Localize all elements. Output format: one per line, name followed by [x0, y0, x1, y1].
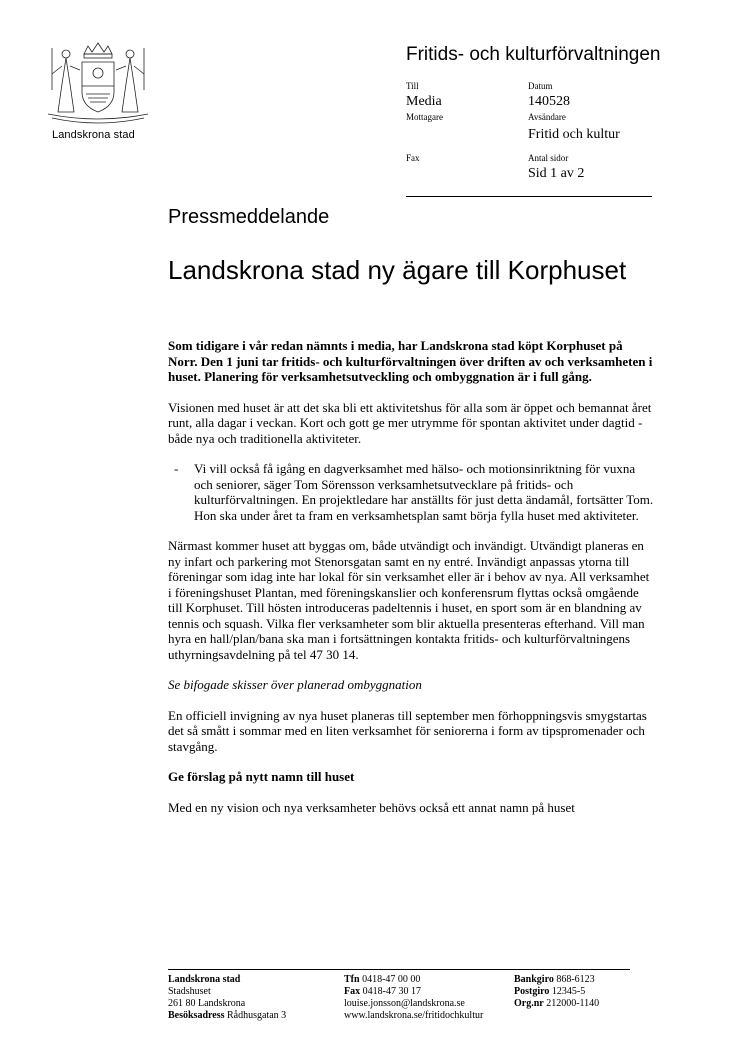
footer-visit-value: Rådhusgatan 3: [227, 1010, 287, 1021]
logo-caption: Landskrona stad: [52, 129, 135, 141]
attachment-note: Se bifogade skisser över planerad ombyggnation: [168, 677, 422, 692]
paragraph-vision: Visionen med huset är att det ska bli ett aktivitetshus för alla som är öppet och bemannat året runt, alla dagar i veckan. Kort och gott ge mer utrymme för spontan aktivitet under dagtid - både nya och traditionella aktiviteter.: [168, 399, 652, 446]
footer-contact: [344, 974, 483, 1022]
footer-orgnr-value: 212000-1140: [546, 998, 600, 1009]
paragraph-rebuild: Närmast kommer huset att byggas om, både utvändigt och invändigt. Utvändigt planeras en ny infart och parkering mot Stenorsgatan samt en ny entré. Invändigt anpassas ytorna till föreningar som idag inte har lokal för sin verksamhet eller är i behov av nya. All verksamhet i föreningshuset Plantan, med föreningskanslier och konferensrum flyttas också omgående till Korphuset. Till hösten introduceras padeltennis i huset, en sport som är en blandning av tennis och squash. Vilka fler verksamheter som blir aktuella presenteras efterhand. Vill man hyra en hall/plan/bana ska man i fortsättningen kontakta fritids- och kulturförvaltningens uthyrningsavdelning på tel 47 30 14.: [168, 538, 650, 662]
section-text: Med en ny vision och nya verksamheter behövs också ett annat namn på huset: [168, 799, 575, 815]
footer-email[interactable]: louise.jonsson@landskrona.se: [344, 998, 465, 1009]
quote-paragraph: [168, 461, 654, 523]
datum-value: 140528: [528, 94, 570, 109]
lead-paragraph: Som tidigare i vår redan nämnts i media, har Landskrona stad köpt Korphuset på Norr. Den 1 juni tar fritids- och kulturförvaltningen över driften av och verksamheten i huset. Planering för verksamhetsutveckling och ombyggnation är i full gång.: [168, 338, 653, 384]
footer-bankgiro-label: Bankgiro: [514, 974, 554, 985]
landskrona-coat-of-arms-icon: [38, 40, 158, 130]
department-title: Fritids- och kulturförvaltningen: [406, 44, 661, 65]
fax-label: Fax: [406, 153, 420, 163]
footer-org-name: Landskrona stad: [168, 974, 241, 985]
footer-fax-value: 0418-47 30 17: [362, 986, 421, 997]
footer-bankgiro-value: 868-6123: [556, 974, 595, 985]
till-label: Till: [406, 81, 419, 91]
footer-visit-address: [168, 1010, 286, 1022]
footer-org-postal: 261 80 Landskrona: [168, 998, 246, 1009]
avsandare-label: Avsändare: [528, 112, 566, 122]
footer-divider: [168, 969, 630, 970]
footer-finance: [514, 974, 599, 1010]
till-value: Media: [406, 94, 442, 109]
quote-dash: -: [174, 461, 179, 476]
body-text: [168, 338, 654, 830]
footer-visit-label: Besöksadress: [168, 1010, 225, 1021]
footer-tfn-label: Tfn: [344, 974, 360, 985]
footer-postgiro-value: 12345-5: [551, 986, 586, 997]
header-divider: [406, 196, 652, 197]
quote-text: Vi vill också få igång en dagverksamhet med hälso- och motionsinriktning för vuxna och seniorer, säger Tom Sörensson verksamhetsutvecklare på fritids- och kulturförvaltningen. En projektledare har anställts för just detta ändamål, fortsätter Tom. Hon ska under året ta fram en verksamhetsplan samt börja fylla huset med aktiviteter.: [194, 461, 654, 523]
document-kind: Pressmeddelande: [168, 206, 330, 228]
avsandare-value: Fritid och kultur: [528, 127, 620, 142]
footer-postgiro-label: Postgiro: [514, 986, 550, 997]
antal-sidor-label: Antal sidor: [528, 153, 569, 163]
headline: Landskrona stad ny ägare till Korphuset: [168, 255, 627, 285]
mottagare-label: Mottagare: [406, 112, 443, 122]
footer-org: [168, 974, 286, 1022]
datum-label: Datum: [528, 81, 553, 91]
footer-web[interactable]: www.landskrona.se/fritidochkultur: [344, 1010, 484, 1021]
paragraph-inauguration: En officiell invigning av nya huset planeras till september men förhoppningsvis smygstartas det så smått i sommar med en liten verksamhet för seniorerna i form av tipspromenader och stavgång.: [168, 707, 647, 754]
footer-fax-label: Fax: [344, 986, 361, 997]
footer-org-building: Stadshuset: [168, 986, 211, 997]
antal-sidor-value: Sid 1 av 2: [528, 166, 585, 181]
footer-orgnr-label: Org.nr: [514, 998, 544, 1009]
footer-tfn-value: 0418-47 00 00: [362, 974, 421, 985]
section-title: Ge förslag på nytt namn till huset: [168, 769, 355, 784]
